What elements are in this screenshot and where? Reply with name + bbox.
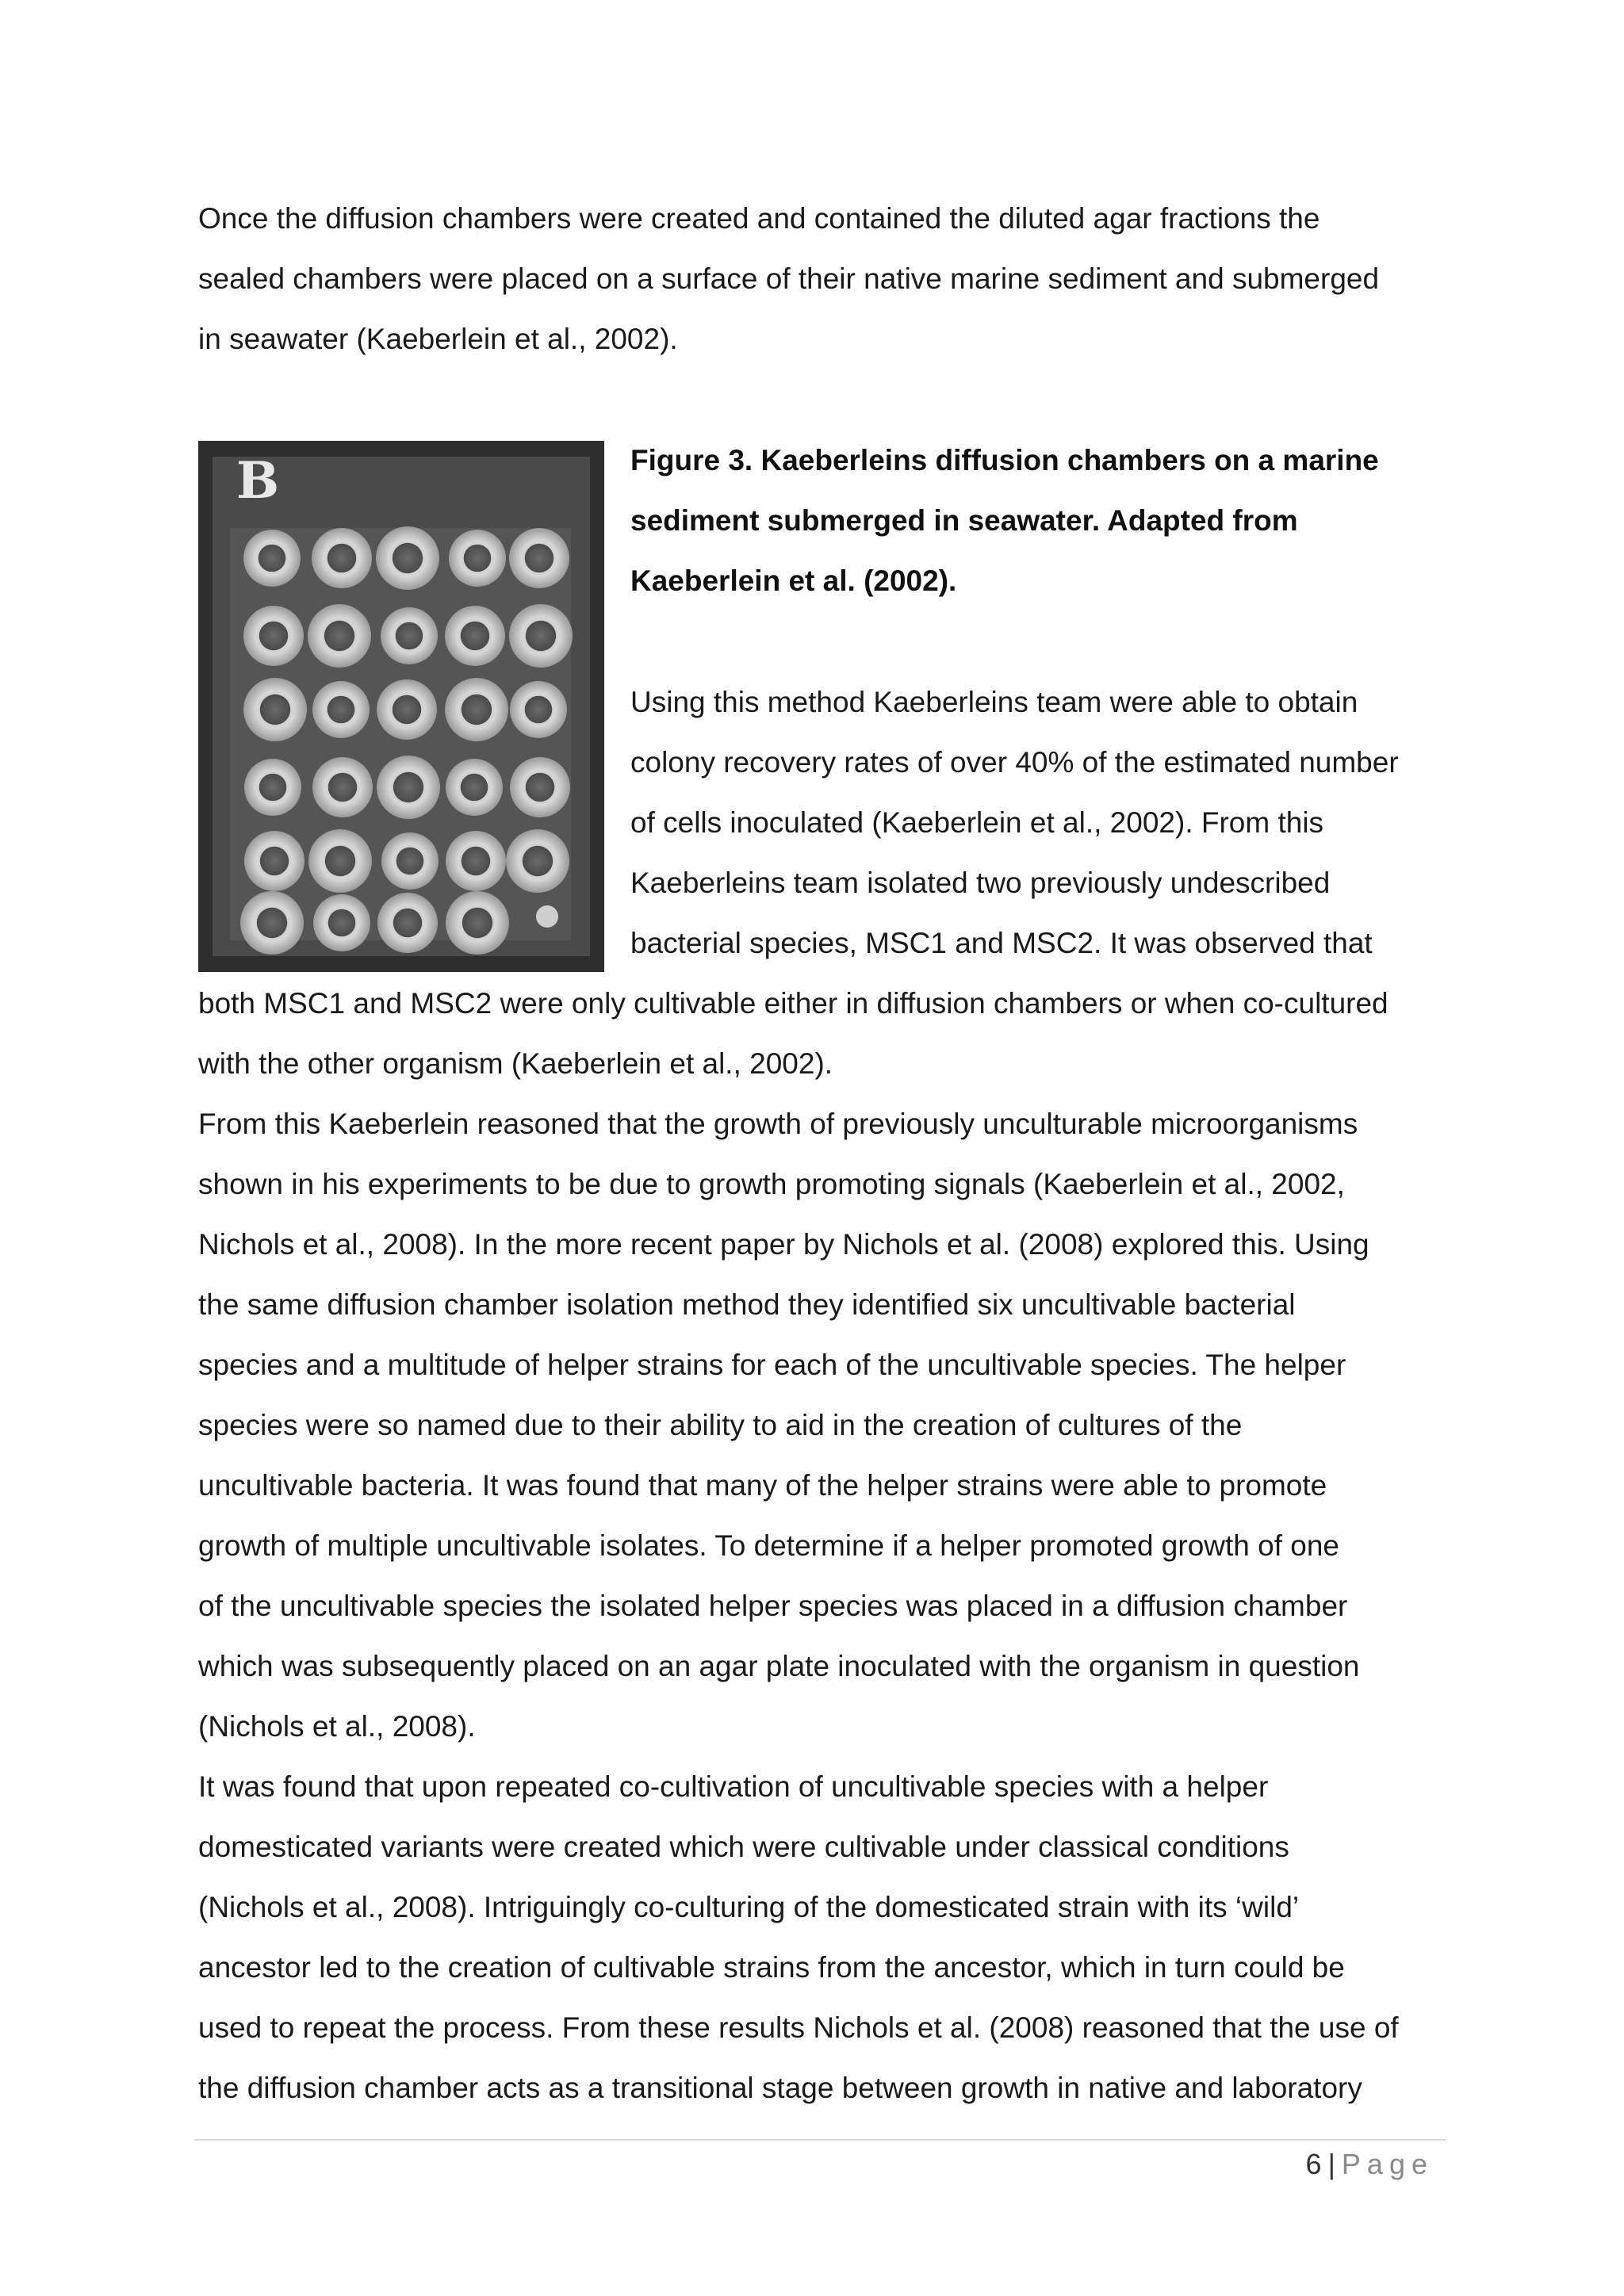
chamber-well — [324, 621, 354, 651]
chamber-well — [393, 695, 421, 724]
text-line: both MSC1 and MSC2 were only cultivable either in diffusion chambers or when co-cultured — [198, 987, 1388, 1020]
chamber-well — [393, 543, 423, 573]
chamber-well — [461, 774, 488, 802]
text-line: uncultivable bacteria. It was found that many of the helper strains were able to promote — [198, 1469, 1327, 1502]
text-line: species were so named due to their ability to aid in the creation of cultures of the — [198, 1409, 1243, 1441]
chamber-well — [257, 908, 287, 938]
chamber-well — [259, 622, 288, 650]
chamber-well — [396, 622, 423, 650]
text-line: shown in his experiments to be due to growth promoting signals (Kaeberlein et al., 2002, — [198, 1168, 1345, 1200]
caption-line: Kaeberlein et al. (2002). — [630, 564, 957, 597]
body-paragraphs — [198, 974, 1451, 2118]
intro-paragraph — [198, 189, 1443, 369]
page-label: Page — [1341, 2148, 1434, 2180]
text-line: of the uncultivable species the isolated helper species was placed in a diffusion chamber — [198, 1590, 1348, 1622]
chamber-well — [525, 696, 553, 724]
text-line: species and a multitude of helper strains for each of the uncultivable species. The helper — [198, 1349, 1346, 1381]
text-line: (Nichols et al., 2008). Intriguingly co-culturing of the domesticated strain with its ‘wild’ — [198, 1891, 1300, 1923]
text-line: used to repeat the process. From these results Nichols et al. (2008) reasoned that the use of — [198, 2011, 1399, 2044]
chamber-well — [328, 909, 356, 937]
chamber-well — [523, 846, 553, 876]
figure-diffusion-chambers-photo — [198, 441, 604, 972]
text-line: Once the diffusion chambers were created and contained the diluted agar fractions the — [198, 202, 1320, 235]
panel-letter: B — [236, 451, 280, 511]
footer-separator: | — [1327, 2148, 1335, 2180]
text-line: growth of multiple uncultivable isolates. To determine if a helper promoted growth of one — [198, 1529, 1340, 1562]
page-footer — [1306, 2145, 1434, 2183]
chamber-well — [259, 545, 286, 572]
chamber-well — [396, 848, 424, 875]
chamber-well — [325, 846, 355, 876]
text-line: From this Kaeberlein reasoned that the growth of previously unculturable microorganisms — [198, 1108, 1358, 1140]
chamber-well — [327, 544, 356, 572]
page-number: 6 — [1305, 2148, 1322, 2180]
chamber-well — [259, 774, 287, 802]
text-line: the diffusion chamber acts as a transitional stage between growth in native and laboratory — [198, 2072, 1362, 2104]
chamber-well — [462, 908, 492, 938]
chamber-well — [260, 847, 289, 875]
text-line: bacterial species, MSC1 and MSC2. It was observed that — [630, 927, 1373, 959]
chambers-photo-illustration — [198, 441, 604, 972]
text-line: with the other organism (Kaeberlein et al., 2002). — [198, 1047, 833, 1080]
chamber-well — [525, 544, 553, 572]
chamber-well — [393, 772, 423, 802]
caption-line: sediment submerged in seawater. Adapted from — [630, 504, 1298, 537]
chamber-well — [328, 773, 357, 802]
text-line: domesticated variants were created which were cultivable under classical conditions — [198, 1831, 1289, 1863]
chamber-well — [393, 909, 422, 937]
caption-line: Figure 3. Kaeberleins diffusion chambers on a marine — [630, 444, 1379, 476]
wrapped-paragraph-side — [630, 672, 1455, 974]
chamber-well — [526, 773, 554, 802]
text-line: ancestor led to the creation of cultivable strains from the ancestor, which in turn could be — [198, 1951, 1345, 1984]
chamber-well — [526, 621, 556, 651]
text-line: which was subsequently placed on an agar plate inoculated with the organism in question — [198, 1650, 1360, 1682]
text-line: the same diffusion chamber isolation method they identified six uncultivable bacterial — [198, 1288, 1296, 1321]
text-line: Using this method Kaeberleins team were able to obtain — [630, 686, 1358, 718]
chamber-well — [260, 695, 290, 725]
figure-caption — [630, 430, 1439, 611]
text-line: Kaeberleins team isolated two previously undescribed — [630, 867, 1331, 899]
text-line: of cells inoculated (Kaeberlein et al., 2002). From this — [630, 806, 1324, 839]
text-line: sealed chambers were placed on a surface of their native marine sediment and submerged — [198, 262, 1380, 295]
text-line: colony recovery rates of over 40% of the estimated number — [630, 746, 1399, 779]
chamber-well — [461, 622, 489, 650]
chamber-well — [462, 847, 490, 875]
chamber-well — [462, 695, 492, 725]
footer-divider — [194, 2139, 1446, 2141]
text-line: (Nichols et al., 2008). — [198, 1710, 476, 1743]
text-line: It was found that upon repeated co-cultivation of uncultivable species with a helper — [198, 1770, 1269, 1803]
text-line: Nichols et al., 2008). In the more recent paper by Nichols et al. (2008) explored this. Using — [198, 1228, 1369, 1261]
chamber-well — [464, 545, 492, 572]
chamber-well — [327, 696, 355, 724]
small-chamber-ring — [536, 905, 558, 928]
text-line: in seawater (Kaeberlein et al., 2002). — [198, 323, 678, 355]
